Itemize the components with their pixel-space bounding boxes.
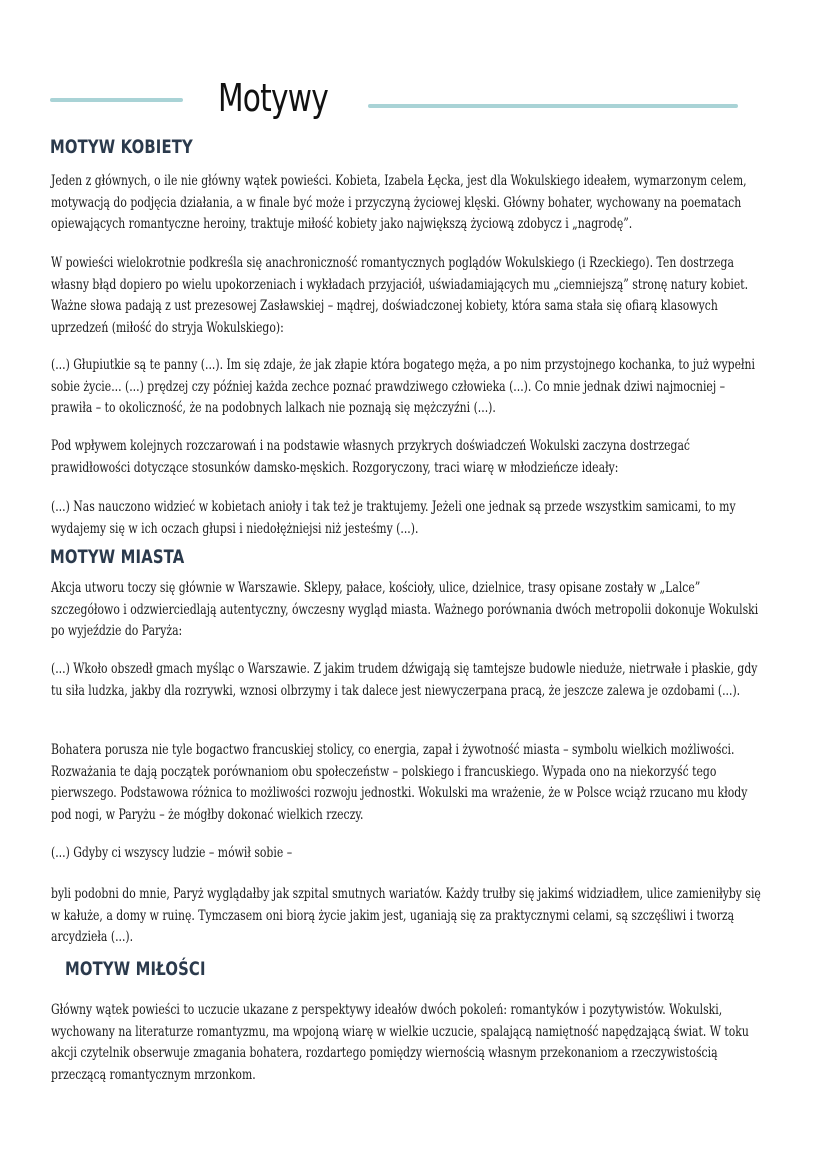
section-heading-milosci: MOTYW MIŁOŚCI [65,958,206,980]
title-rule-left [50,98,183,102]
page-title: Motywy [218,76,328,120]
paragraph-kobiety-1: Jeden z głównych, o ile nie główny wątek powieści. Kobieta, Izabela Łęcka, jest dla Wokulskiego ideałem, wymarzonym celem, motywacją do podjęcia działania, a w finale być może i przyczyną życiowej klęski. Główny bohater, wychowany na poematach opiewających romantyczne heroiny, traktuje miłość kobiety jako największą życiową zdobycz i „nagrodę”. [51,173,747,232]
paragraph-kobiety-quote-2: (...) Nas nauczono widzieć w kobietach anioły i tak też je traktujemy. Jeżeli one jednak są przede wszystkim samicami, to my wydajemy się w ich oczach głupsi i niedołężniejsi niż jesteśmy (...). [51,499,736,537]
paragraph-kobiety-2: W powieści wielokrotnie podkreśla się anachroniczność romantycznych poglądów Wokulskiego (i Rzeckiego). Ten dostrzega własny błąd dopiero po wielu upokorzeniach i wykładach przyjaciół, uświadamiających mu „ciemniejszą” stronę natury kobiet. Ważne słowa padają z ust prezesowej Zasławskiej – mądrej, doświadczonej kobiety, która sama stała się ofiarą klasowych uprzedzeń (miłość do stryja Wokulskiego): [51,255,749,336]
title-rule-right [368,104,738,108]
paragraph-miasta-2: Bohatera porusza nie tyle bogactwo francuskiej stolicy, co energia, zapał i żywotność miasta – symbolu wielkich możliwości. Rozważania te dają początek porównaniom obu społeczeństw – polskiego i francuskiego. Wypada ono na niekorzyść tego pierwszego. Podstawowa różnica to możliwości rozwoju jednostki. Wokulski ma wrażenie, że w Polsce wciąż rzucano mu kłody pod nogi, w Paryżu – że mógłby dokonać wielkich rzeczy. [51,742,748,823]
paragraph-kobiety-quote-1: (...) Głupiutkie są te panny (...). Im się zdaje, że jak złapie która bogatego męża, a po nim przystojnego kochanka, to już wypełni sobie życie... (...) prędzej czy później każda zechce poznać prawdziwego człowieka (...). Co mnie jednak dziwi najmocniej – prawiła – to okoliczność, że na podobnych lalkach nie poznają się mężczyźni (...). [51,357,756,416]
paragraph-miasta-quote-2: (...) Gdyby ci wszyscy ludzie – mówił sobie – [51,845,293,861]
section-heading-miasta: MOTYW MIASTA [50,546,185,568]
paragraph-kobiety-3: Pod wpływem kolejnych rozczarowań i na podstawie własnych przykrych doświadczeń Wokulski zaczyna dostrzegać prawidłowości dotyczące stosunków damsko-męskich. Rozgoryczony, traci wiarę w młodzieńcze ideały: [51,438,690,476]
paragraph-miasta-quote-1: (...) Wkoło obszedł gmach myśląc o Warszawie. Z jakim trudem dźwigają się tamtejsze budowle nieduże, nietrwałe i płaskie, gdy tu siła ludzka, jakby dla rozrywki, wznosi olbrzymy i tak dalece jest niewyczerpana pracą, że jeszcze zalewa je ozdobami (...). [51,661,758,699]
paragraph-miasta-1: Akcja utworu toczy się głównie w Warszawie. Sklepy, pałace, kościoły, ulice, dzielnice, trasy opisane zostały w „Lalce” szczegółowo i odzwierciedlają autentyczny, ówczesny wygląd miasta. Ważnego porównania dwóch metropolii dokonuje Wokulski po wyjeździe do Paryża: [51,580,759,639]
paragraph-miasta-3: byli podobni do mnie, Paryż wyglądałby jak szpital smutnych wariatów. Każdy trułby się jakimś widziadłem, ulice zamieniłyby się w kałuże, a domy w ruinę. Tymczasem oni biorą życie jakim jest, uganiają się za praktycznymi celami, są szczęśliwi i tworzą arcydzieła (...). [51,886,761,945]
paragraph-milosci-1: Główny wątek powieści to uczucie ukazane z perspektywy ideałów dwóch pokoleń: romantyków i pozytywistów. Wokulski, wychowany na literaturze romantyzmu, ma wpojoną wiarę w wielkie uczucie, spalającą namiętność napędzającą świat. W toku akcji czytelnik obserwuje zmagania bohatera, rozdartego pomiędzy wiernością własnym przekonaniom a rzeczywistością przeczącą romantycznym mrzonkom. [51,1002,749,1083]
section-heading-kobiety: MOTYW KOBIETY [50,136,193,158]
